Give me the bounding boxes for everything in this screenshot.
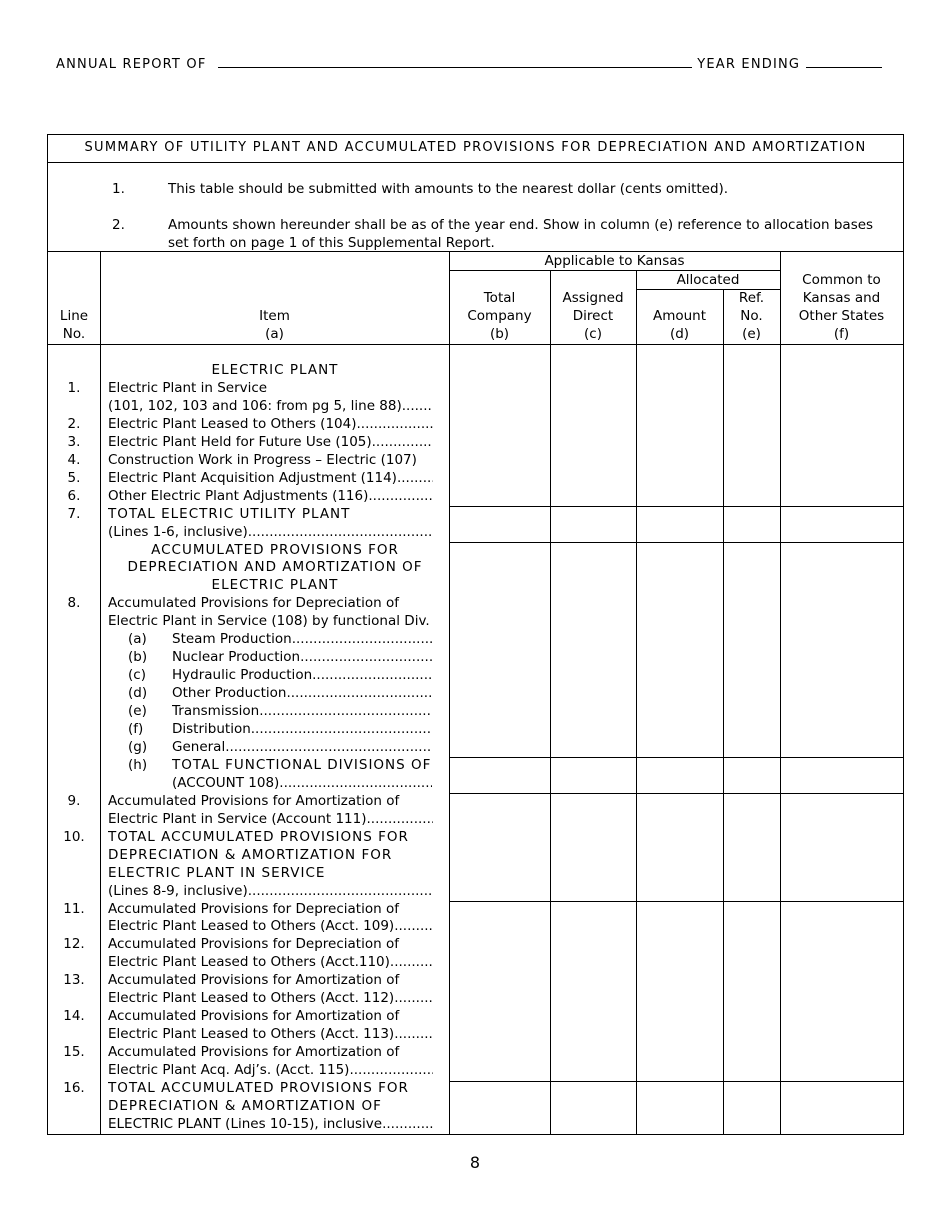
table-row <box>48 379 449 397</box>
item-text: Electric Plant in Service (Account 111) ..... <box>108 810 433 828</box>
table-row <box>48 953 449 971</box>
total-company-header-3: (b) <box>489 326 510 342</box>
item-text: Electric Plant Held for Future Use (105) ..... <box>108 433 433 451</box>
table-row <box>48 415 449 433</box>
item-text: Nuclear Production ..... <box>172 648 432 666</box>
item-text: Electric Plant in Service <box>108 379 268 396</box>
table-row <box>48 989 449 1007</box>
line-number: 6. <box>67 487 81 504</box>
table-row <box>48 720 449 738</box>
item-text: (Lines 8-9, inclusive) ..... <box>108 882 433 900</box>
common-header <box>780 271 903 343</box>
table-row <box>48 917 449 935</box>
sub-item-label: (f) <box>128 721 144 737</box>
line-number: 4. <box>67 451 81 468</box>
item-text: TOTAL ACCUMULATED PROVISIONS FOR <box>108 1080 409 1096</box>
table-row <box>48 738 449 756</box>
total-company-header-1: Total <box>483 290 516 306</box>
table-row <box>48 774 449 792</box>
company-name-field[interactable] <box>218 56 692 68</box>
item-text: Hydraulic Production ..... <box>172 666 432 684</box>
item-text: ELECTRIC PLANT <box>211 362 339 378</box>
line-no-header <box>48 307 100 343</box>
item-text: Other Production ..... <box>172 684 432 702</box>
table-row <box>48 666 449 684</box>
instruction-2-text: Amounts shown hereunder shall be as of the year end. Show in column (e) reference to allocation bases set forth on page 1 of this Supplemental Report. <box>168 217 874 251</box>
line-number: 16. <box>63 1080 85 1096</box>
table-row <box>48 1079 449 1097</box>
item-text: Construction Work in Progress – Electric (107) <box>108 451 417 468</box>
section-electric-plant-cells[interactable] <box>450 345 903 506</box>
common-header-2: Kansas and <box>802 290 881 306</box>
item-text: Electric Plant Leased to Others (Acct. 112) ..... <box>108 989 433 1007</box>
table-row <box>48 846 449 864</box>
item-text: TOTAL FUNCTIONAL DIVISIONS OF <box>172 756 432 773</box>
table-row <box>48 702 449 720</box>
table-row <box>48 523 449 541</box>
item-text: (ACCOUNT 108) ..... <box>172 774 432 792</box>
divider <box>48 162 903 163</box>
line-no-header-2: No. <box>62 326 86 342</box>
table-row <box>48 469 449 487</box>
table-row <box>48 756 449 774</box>
sub-item-label: (g) <box>128 738 148 755</box>
line-number: 8. <box>67 595 81 612</box>
line-number: 13. <box>63 972 85 989</box>
item-text: Distribution ..... <box>172 720 432 738</box>
item-text: ELECTRIC PLANT <box>211 577 339 594</box>
item-text: ELECTRIC PLANT IN SERVICE <box>108 864 326 881</box>
item-text: Electric Plant Leased to Others (Acct. 109) ..... <box>108 917 433 935</box>
item-text: TOTAL ELECTRIC UTILITY PLANT <box>108 505 351 522</box>
table-row <box>48 361 449 379</box>
table-row <box>48 487 449 505</box>
item-text: Accumulated Provisions for Amortization of <box>108 792 400 809</box>
item-text: Electric Plant Leased to Others (104) ..... <box>108 415 433 433</box>
table-row <box>48 864 449 882</box>
allocated-header: Allocated <box>676 272 740 288</box>
table-row <box>48 576 449 594</box>
common-header-4: (f) <box>833 326 850 342</box>
item-text: Electric Plant in Service (108) by functional Div. <box>108 613 430 630</box>
assigned-direct-header-1: Assigned <box>562 290 624 306</box>
table-row <box>48 810 449 828</box>
table-row <box>48 828 449 846</box>
common-header-1: Common to <box>802 272 881 288</box>
item-header-1: Item <box>259 308 290 324</box>
item-text: (101, 102, 103 and 106: from pg 5, line 88) ..... <box>108 397 433 415</box>
table-row <box>48 1097 449 1115</box>
common-header-3: Other States <box>798 308 885 324</box>
item-text: Other Electric Plant Adjustments (116) ..... <box>108 487 433 505</box>
item-text: Electric Plant Leased to Others (Acct.110) ..... <box>108 953 433 971</box>
item-text: Electric Plant Acq. Adj’s. (Acct. 115) ..... <box>108 1061 433 1079</box>
report-header <box>56 56 896 72</box>
line-no-header-1: Line <box>59 308 89 324</box>
page-number: 8 <box>469 1153 481 1172</box>
lines-11-15-cells[interactable] <box>450 902 903 1081</box>
total-company-header <box>449 289 550 343</box>
sub-item-label: (b) <box>128 649 148 666</box>
summary-form <box>47 134 904 1135</box>
table-row <box>48 1061 449 1079</box>
table-row <box>48 1115 449 1133</box>
table-row <box>48 612 449 630</box>
year-ending-label: YEAR ENDING <box>697 57 801 72</box>
table-row <box>48 648 449 666</box>
line-number: 12. <box>63 936 85 953</box>
item-text: (Lines 1-6, inclusive) ..... <box>108 523 433 541</box>
line-number: 14. <box>63 1008 85 1025</box>
item-header-2: (a) <box>265 326 284 342</box>
table-row <box>48 684 449 702</box>
assigned-direct-header-3: (c) <box>584 326 602 342</box>
instruction-2-number: 2. <box>112 217 125 233</box>
table-row <box>48 935 449 953</box>
line-8-functional-cells[interactable] <box>450 543 903 757</box>
item-text: Accumulated Provisions for Amortization of <box>108 972 400 989</box>
amount-header <box>636 307 723 343</box>
line-number: 1. <box>67 379 81 396</box>
item-text: Accumulated Provisions for Depreciation of <box>108 900 399 917</box>
item-text: DEPRECIATION & AMORTIZATION OF <box>108 1097 382 1114</box>
lines-9-10-cells[interactable] <box>450 794 903 901</box>
applicable-to-kansas-header: Applicable to Kansas <box>544 253 685 269</box>
table-row <box>48 900 449 918</box>
ref-no-header <box>723 289 780 343</box>
amount-header-1: Amount <box>652 308 707 324</box>
table-row <box>48 594 449 612</box>
assigned-direct-header-2: Direct <box>572 308 614 324</box>
ref-no-header-1: Ref. <box>738 290 765 306</box>
line-number: 7. <box>67 505 81 522</box>
item-text: DEPRECIATION AND AMORTIZATION OF <box>127 559 423 576</box>
item-text: TOTAL ACCUMULATED PROVISIONS FOR <box>108 828 409 845</box>
sub-item-label: (e) <box>128 703 147 720</box>
item-text: Accumulated Provisions for Amortization of <box>108 1008 400 1025</box>
line-number: 2. <box>67 415 81 432</box>
line-number: 9. <box>67 792 81 809</box>
amount-header-2: (d) <box>669 326 690 342</box>
table-row <box>48 505 449 523</box>
ref-no-header-3: (e) <box>742 326 761 342</box>
line-number: 3. <box>67 433 81 450</box>
form-title: SUMMARY OF UTILITY PLANT AND ACCUMULATED PROVISIONS FOR DEPRECIATION AND AMORTIZATION <box>84 140 867 155</box>
item-text: ACCUMULATED PROVISIONS FOR <box>151 541 399 558</box>
item-text: General ..... <box>172 738 432 756</box>
sub-item-label: (h) <box>128 756 148 773</box>
table-row <box>48 1007 449 1025</box>
year-ending-field[interactable] <box>806 56 882 68</box>
line-number: 11. <box>63 900 85 917</box>
item-header <box>100 307 449 343</box>
table-row <box>48 397 449 415</box>
instruction-1-number: 1. <box>112 181 125 197</box>
item-text: Accumulated Provisions for Amortization of <box>108 1044 400 1061</box>
item-text: ELECTRIC PLANT (Lines 10-15), inclusive ..... <box>108 1115 433 1133</box>
column-divider <box>780 251 781 270</box>
item-text: Steam Production ..... <box>172 630 432 648</box>
item-text: Electric Plant Acquisition Adjustment (114) ..... <box>108 469 433 487</box>
line-number: 15. <box>63 1044 85 1061</box>
sub-item-label: (d) <box>128 685 148 702</box>
table-row <box>48 558 449 576</box>
total-company-header-2: Company <box>467 308 532 324</box>
table-row <box>48 792 449 810</box>
item-text: Accumulated Provisions for Depreciation of <box>108 595 399 612</box>
item-text: Accumulated Provisions for Depreciation of <box>108 936 399 953</box>
table-row <box>48 971 449 989</box>
line-16-total-cells[interactable] <box>450 1082 903 1134</box>
instruction-1-text: This table should be submitted with amounts to the nearest dollar (cents omitted). <box>168 181 729 197</box>
table-row <box>48 630 449 648</box>
table-row <box>48 433 449 451</box>
item-text: Electric Plant Leased to Others (Acct. 113) ..... <box>108 1025 433 1043</box>
item-text: DEPRECIATION & AMORTIZATION FOR <box>108 846 393 863</box>
table-row <box>48 1043 449 1061</box>
item-text: Transmission ..... <box>172 702 432 720</box>
table-row <box>48 1025 449 1043</box>
line-number: 10. <box>63 828 85 845</box>
line-8h-total-cells[interactable] <box>450 758 903 793</box>
ref-no-header-2: No. <box>740 308 763 324</box>
annual-report-label: ANNUAL REPORT OF <box>56 57 207 72</box>
table-row <box>48 451 449 469</box>
assigned-direct-header <box>550 289 636 343</box>
line-number: 5. <box>67 469 81 486</box>
sub-item-label: (c) <box>128 667 146 684</box>
table-row <box>48 541 449 559</box>
sub-item-label: (a) <box>128 631 147 648</box>
line-7-total-cells[interactable] <box>450 507 903 542</box>
table-row <box>48 882 449 900</box>
